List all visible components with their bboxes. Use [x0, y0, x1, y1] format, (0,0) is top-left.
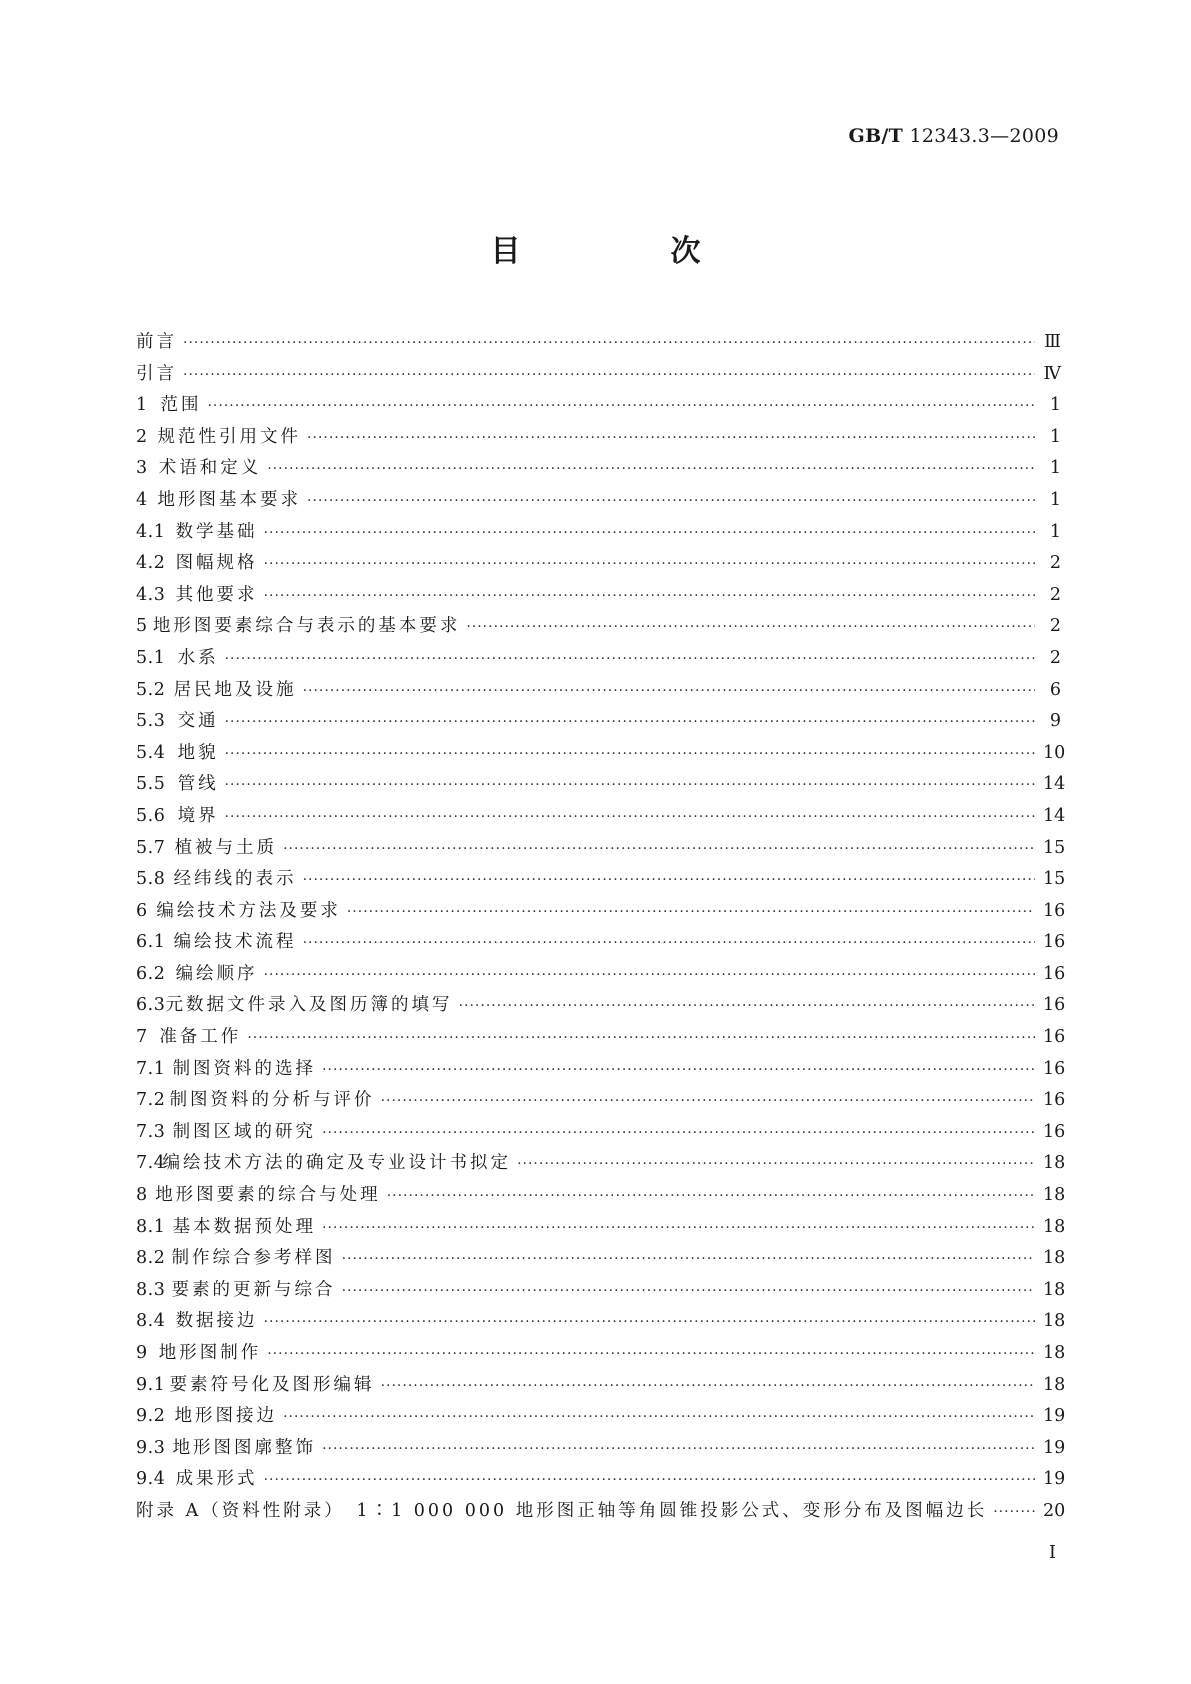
- toc-entry-page: 1: [1049, 395, 1061, 416]
- toc-leader-dots: [183, 367, 1035, 383]
- toc-leader-dots: [322, 1125, 1035, 1141]
- toc-entry[interactable]: [136, 549, 1061, 581]
- toc-entry-number: 2: [136, 426, 148, 447]
- toc-entry-title: 图幅规格: [175, 553, 258, 574]
- toc-entry[interactable]: [136, 612, 1061, 644]
- toc-entry[interactable]: [136, 1181, 1066, 1213]
- toc-entry[interactable]: [136, 865, 1066, 897]
- toc-entry-title: 地形图制作: [158, 1343, 262, 1363]
- page-title: 目 次: [490, 234, 761, 269]
- toc-leader-dots: [466, 619, 1035, 635]
- toc-entry-title: 植被与土质: [174, 837, 278, 858]
- toc-entry-number: 7.2: [136, 1090, 166, 1111]
- toc-entry-number: 3: [136, 458, 148, 479]
- toc-leader-dots: [342, 1283, 1035, 1299]
- toc-entry-page: 18: [1043, 1185, 1066, 1206]
- toc-entry-page: 14: [1043, 774, 1066, 795]
- toc-entry[interactable]: [136, 1402, 1066, 1434]
- toc-entry[interactable]: [136, 644, 1061, 676]
- toc-entry[interactable]: [136, 1276, 1066, 1308]
- toc-entry-title: 数据接边: [175, 1311, 258, 1332]
- toc-entry-number: 8.1: [136, 1216, 166, 1237]
- toc-entry[interactable]: [136, 581, 1061, 613]
- toc-entry-page: 18: [1043, 1216, 1066, 1237]
- toc-entry-page: 16: [1043, 963, 1066, 984]
- toc-leader-dots: [303, 683, 1035, 699]
- standard-number: 12343.3—2009: [909, 125, 1059, 147]
- toc-entry-page: 18: [1043, 1248, 1066, 1269]
- toc-entry-title: 其他要求: [175, 584, 258, 605]
- toc-entry-number: 7.3: [136, 1121, 166, 1142]
- toc-leader-dots: [264, 588, 1035, 604]
- toc-entry-title: 地形图基本要求: [157, 489, 302, 510]
- toc-entry-title: 水系: [177, 647, 219, 668]
- toc-entry-number: 5.3: [136, 711, 166, 732]
- toc-leader-dots: [381, 1093, 1035, 1109]
- toc-entry-title: 准备工作: [159, 1027, 242, 1048]
- toc-entry-title: 地貌: [177, 742, 219, 763]
- toc-entry[interactable]: [136, 739, 1066, 771]
- toc-leader-dots: [225, 809, 1035, 825]
- toc-entry-title: 元数据文件录入及图历簿的填写: [165, 995, 453, 1016]
- toc-entry-number: 5.7: [136, 837, 166, 858]
- toc-entry-page: 1: [1049, 489, 1061, 510]
- toc-entry-page: 2: [1049, 647, 1061, 668]
- toc-entry-title: 地形图要素的综合与处理: [155, 1185, 381, 1206]
- toc-entry[interactable]: [136, 328, 1061, 360]
- toc-entry[interactable]: [136, 1307, 1066, 1339]
- toc-entry-title: 地形图接边: [174, 1406, 278, 1427]
- toc-leader-dots: [322, 1220, 1035, 1236]
- toc-entry[interactable]: [136, 423, 1061, 455]
- toc-entry-page: 16: [1043, 900, 1066, 921]
- toc-entry-page: Ⅳ: [1043, 363, 1061, 384]
- toc-entry-title: 制图资料的选择: [172, 1058, 317, 1079]
- toc-entry[interactable]: [136, 1339, 1066, 1371]
- toc-entry-number: 7.1: [136, 1058, 166, 1079]
- toc-entry-title: 成果形式: [175, 1469, 258, 1490]
- toc-entry[interactable]: [136, 676, 1061, 708]
- toc-entry-page: 18: [1043, 1279, 1066, 1300]
- toc-entry-title: 制作综合参考样图: [171, 1248, 336, 1269]
- toc-entry-number: 5: [136, 616, 148, 637]
- toc-entry-page: 16: [1043, 1058, 1066, 1079]
- toc-entry-number: 4: [136, 489, 148, 510]
- toc-entry-title: 管线: [177, 774, 219, 795]
- toc-entry-page: 19: [1043, 1469, 1066, 1490]
- toc-entry-number: 8.3: [136, 1279, 166, 1300]
- toc-entry[interactable]: [136, 960, 1066, 992]
- toc-entry[interactable]: [136, 391, 1061, 423]
- toc-entry[interactable]: [136, 1497, 1066, 1529]
- toc-entry[interactable]: [136, 707, 1061, 739]
- toc-entry-title: 数学基础: [175, 521, 258, 542]
- toc-leader-dots: [381, 1378, 1035, 1394]
- toc-entry-page: 20: [1043, 1500, 1066, 1521]
- toc-entry-title: 制图资料的分析与评价: [169, 1090, 375, 1111]
- toc-entry-number: 6: [136, 900, 148, 921]
- toc-leader-dots: [225, 651, 1035, 667]
- toc-entry-title: 术语和定义: [158, 458, 262, 479]
- toc-entry-title: 编绘顺序: [175, 963, 258, 984]
- toc-entry-page: 6: [1049, 679, 1061, 700]
- toc-entry[interactable]: [136, 991, 1066, 1023]
- toc-entry-number: 6.2: [136, 963, 166, 984]
- standard-code: [849, 125, 1059, 147]
- toc-leader-dots: [225, 777, 1035, 793]
- toc-entry-page: 19: [1043, 1437, 1066, 1458]
- toc-entry[interactable]: [136, 770, 1066, 802]
- toc-entry-title: 交通: [177, 711, 219, 732]
- toc-entry[interactable]: [136, 1465, 1066, 1497]
- toc-leader-dots: [283, 1409, 1035, 1425]
- toc-leader-dots: [183, 335, 1035, 351]
- toc-entry-number: 7.4: [136, 1153, 166, 1174]
- toc-entry[interactable]: [136, 360, 1061, 392]
- toc-entry-page: 10: [1043, 742, 1066, 763]
- toc-entry-page: 15: [1043, 869, 1066, 890]
- toc-leader-dots: [307, 493, 1035, 509]
- toc-entry-title: 基本数据预处理: [172, 1216, 317, 1237]
- toc-leader-dots: [387, 1188, 1035, 1204]
- toc-leader-dots: [225, 714, 1035, 730]
- toc-entry-page: 2: [1049, 616, 1061, 637]
- toc-entry-page: 18: [1043, 1374, 1066, 1395]
- toc-entry[interactable]: [136, 454, 1061, 486]
- toc-entry[interactable]: [136, 897, 1066, 929]
- toc-entry[interactable]: [136, 928, 1066, 960]
- toc-leader-dots: [342, 1251, 1035, 1267]
- toc-entry-page: 18: [1043, 1153, 1066, 1174]
- toc-entry-title: 要素符号化及图形编辑: [169, 1374, 375, 1395]
- toc-entry-title: 地形图要素综合与表示的基本要求: [152, 616, 461, 637]
- toc-leader-dots: [322, 1062, 1035, 1078]
- toc-entry-page: 18: [1043, 1343, 1066, 1363]
- toc-entry-number: 6.3: [136, 995, 166, 1016]
- toc-leader-dots: [225, 746, 1035, 762]
- toc-entry-title: 编绘技术方法的确定及专业设计书拟定: [162, 1153, 512, 1174]
- toc-entry-number: 6.1: [136, 932, 166, 953]
- toc-entry-title: 规范性引用文件: [157, 426, 302, 447]
- toc-entry-page: 16: [1043, 1121, 1066, 1142]
- toc-entry-number: 4.2: [136, 553, 166, 574]
- standard-prefix: GB/T: [848, 125, 904, 147]
- toc-entry-title: 编绘技术方法及要求: [156, 900, 341, 921]
- toc-entry[interactable]: [136, 1118, 1066, 1150]
- toc-entry-page: Ⅲ: [1044, 332, 1061, 352]
- toc-entry-number: 4.3: [136, 584, 166, 605]
- toc-entry[interactable]: [136, 486, 1061, 518]
- toc-entry-number: 5.2: [136, 679, 166, 700]
- toc-entry-page: 16: [1043, 995, 1066, 1016]
- toc-entry-page: 19: [1043, 1406, 1066, 1427]
- toc-entry-title: 境界: [177, 805, 219, 826]
- toc-entry-title: 要素的更新与综合: [171, 1279, 336, 1300]
- toc-leader-dots: [303, 872, 1035, 888]
- toc-entry-page: 1: [1049, 458, 1061, 479]
- toc-entry-number: 5.8: [136, 869, 166, 890]
- toc-entry[interactable]: [136, 1371, 1066, 1403]
- toc-entry-page: 2: [1049, 553, 1061, 574]
- toc-entry-number: 8: [136, 1185, 148, 1206]
- toc-entry[interactable]: [136, 834, 1066, 866]
- toc-entry-page: 1: [1049, 521, 1061, 542]
- toc-leader-dots: [267, 461, 1035, 477]
- page-number: I: [1048, 1542, 1056, 1563]
- toc-entry-page: 16: [1043, 1027, 1066, 1048]
- toc-entry-title: 前言: [136, 332, 177, 352]
- toc-entry-number: 9.1: [136, 1374, 166, 1395]
- toc-leader-dots: [517, 1156, 1035, 1172]
- toc-leader-dots: [459, 998, 1035, 1014]
- toc-entry-page: 16: [1043, 932, 1066, 953]
- toc-entry-page: 9: [1049, 711, 1061, 732]
- toc-entry-title: 地形图图廓整饰: [172, 1437, 317, 1458]
- toc-entry-number: 8.4: [136, 1311, 166, 1332]
- toc-entry-title: 引言: [136, 363, 177, 384]
- toc-entry-page: 14: [1043, 805, 1066, 826]
- toc-leader-dots: [247, 1030, 1035, 1046]
- toc-entry-number: 9: [136, 1343, 148, 1363]
- toc-entry-number: 5.6: [136, 805, 166, 826]
- toc-entry-number: 4.1: [136, 521, 166, 542]
- toc-entry-number: 5.5: [136, 774, 166, 795]
- toc-entry-title: 附录 A（资料性附录） 1∶1 000 000 地形图正轴等角圆锥投影公式、变形分布及图幅边长: [136, 1500, 988, 1521]
- toc-entry-number: 7: [136, 1027, 148, 1048]
- toc-entry-page: 1: [1049, 426, 1061, 447]
- toc-entry[interactable]: [136, 1023, 1066, 1055]
- toc-leader-dots: [264, 1472, 1035, 1488]
- toc-entry[interactable]: [136, 1434, 1066, 1466]
- table-of-contents: [136, 328, 1066, 1529]
- toc-leader-dots: [322, 1441, 1035, 1457]
- toc-leader-dots: [347, 904, 1035, 920]
- toc-entry-number: 9.3: [136, 1437, 166, 1458]
- toc-leader-dots: [264, 525, 1035, 541]
- toc-entry-page: 18: [1043, 1311, 1066, 1332]
- toc-leader-dots: [993, 1504, 1035, 1520]
- toc-entry-title: 制图区域的研究: [172, 1121, 317, 1142]
- toc-entry-page: 2: [1049, 584, 1061, 605]
- toc-leader-dots: [264, 1314, 1035, 1330]
- toc-leader-dots: [267, 1346, 1035, 1362]
- toc-entry-number: 1: [136, 395, 148, 416]
- toc-entry-title: 经纬线的表示: [173, 869, 297, 890]
- toc-entry-title: 范围: [160, 395, 202, 416]
- toc-leader-dots: [207, 398, 1035, 414]
- toc-entry[interactable]: [136, 1086, 1066, 1118]
- toc-entry[interactable]: [136, 1055, 1066, 1087]
- toc-entry[interactable]: [136, 1213, 1066, 1245]
- toc-entry-number: 8.2: [136, 1248, 166, 1269]
- toc-entry-title: 居民地及设施: [173, 679, 297, 700]
- toc-entry-number: 5.1: [136, 647, 166, 668]
- toc-entry[interactable]: [136, 1244, 1066, 1276]
- toc-entry-page: 15: [1043, 837, 1066, 858]
- toc-entry[interactable]: [136, 518, 1061, 550]
- toc-entry[interactable]: [136, 1149, 1066, 1181]
- toc-entry[interactable]: [136, 802, 1066, 834]
- toc-entry-number: 5.4: [136, 742, 166, 763]
- toc-leader-dots: [264, 967, 1035, 983]
- toc-entry-number: 9.4: [136, 1469, 166, 1490]
- toc-entry-title: 编绘技术流程: [173, 932, 297, 953]
- toc-leader-dots: [264, 556, 1035, 572]
- toc-leader-dots: [303, 935, 1035, 951]
- toc-entry-page: 16: [1043, 1090, 1066, 1111]
- toc-leader-dots: [283, 841, 1035, 857]
- toc-leader-dots: [307, 430, 1035, 446]
- toc-entry-number: 9.2: [136, 1406, 166, 1427]
